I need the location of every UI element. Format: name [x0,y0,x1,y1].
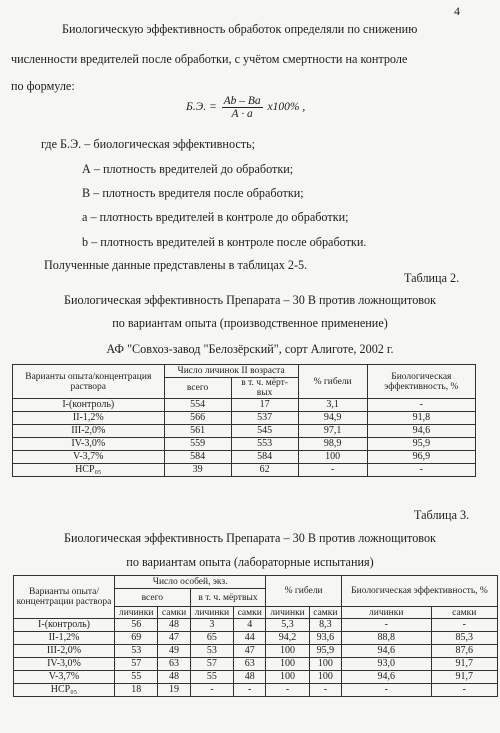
row-variant-cell: I-(контроль) [14,619,115,632]
table-row [14,658,498,671]
table-cell: 95,9 [309,645,341,658]
table-cell: 55 [190,671,233,684]
table-cell: 69 [115,632,158,645]
table-cell: 65 [190,632,233,645]
formula-suffix: x100% , [267,101,306,114]
page-number: 4 [454,4,460,18]
row-variant-cell: НСР₀₅ [13,464,165,477]
col-females-header: самки [158,607,190,619]
table-cell: 4 [234,619,266,632]
definition-line: а – плотность вредителей в контроле до обработки; [82,210,349,224]
table-cell: 91,7 [431,671,497,684]
row-variant-cell: II-1,2% [14,632,115,645]
table-cell: 554 [164,399,231,412]
row-variant-cell: НСР₀₅ [14,684,115,697]
table-cell: 19 [158,684,190,697]
table-cell: 91,8 [367,412,475,425]
col-larvae-header: личинки [341,607,431,619]
col-mortality-header: % гибели [266,576,342,607]
table-cell: 63 [234,658,266,671]
definition-line: где Б.Э. – биологическая эффективность; [41,137,256,151]
table-row [13,399,476,412]
table-cell: - [298,464,367,477]
table-cell: 537 [231,412,298,425]
table-cell: 49 [158,645,190,658]
table-cell: 584 [164,451,231,464]
table-cell: 94,9 [298,412,367,425]
table-cell: 100 [309,671,341,684]
table-cell: 100 [266,658,309,671]
table3 [13,575,498,697]
table-cell: 91,7 [431,658,497,671]
table-cell: - [190,684,233,697]
row-variant-cell: I-(контроль) [13,399,165,412]
table-cell: 100 [266,671,309,684]
table3-title-line-1: Биологическая эффективность Препарата – 30 В против ложнощитовок [64,531,436,545]
table-cell: 100 [298,451,367,464]
table-cell: 94,6 [367,425,475,438]
table2-title-line-2: по вариантам опыта (производственное применение) [112,316,388,330]
table-cell: - [431,684,497,697]
table-cell: 97,1 [298,425,367,438]
table-cell: 55 [115,671,158,684]
formula-lhs: Б.Э. = [186,101,217,114]
col-variant-header: Варианты опыта/концентрация раствора [13,365,165,399]
table-row [14,645,498,658]
table-cell: 545 [231,425,298,438]
row-variant-cell: III-2,0% [13,425,165,438]
table-cell: 98,9 [298,438,367,451]
table-cell: 93,6 [309,632,341,645]
table-cell: 94,6 [341,671,431,684]
table-cell: 3 [190,619,233,632]
table-row [13,464,476,477]
table-cell: 94,6 [341,645,431,658]
table-cell: - [431,619,497,632]
intro-line-2: численности вредителей после обработки, с учётом смертности на контроле [11,52,408,66]
table-cell: 63 [158,658,190,671]
results-sentence: Полученные данные представлены в таблицах 2-5. [44,258,308,272]
table-cell: 94,2 [266,632,309,645]
table-cell: 561 [164,425,231,438]
table-cell: - [266,684,309,697]
table-row [14,619,498,632]
table-cell: 88,8 [341,632,431,645]
table-cell: 48 [158,619,190,632]
table-cell: 85,3 [431,632,497,645]
table-cell: 87,6 [431,645,497,658]
table-cell: 56 [115,619,158,632]
col-efficiency-header: Биологическая эффективность, % [341,576,497,607]
row-variant-cell: III-2,0% [14,645,115,658]
row-variant-cell: IV-3,0% [13,438,165,451]
intro-line-1: Биологическую эффективность обработок определяли по снижению [62,22,418,36]
table-cell: 553 [231,438,298,451]
definition-line: А – плотность вредителей до обработки; [82,162,294,176]
table-cell: - [234,684,266,697]
table-cell: 559 [164,438,231,451]
table-cell: - [367,399,475,412]
table-cell: 47 [158,632,190,645]
col-larvae-header: личинки [266,607,309,619]
table-cell: 95,9 [367,438,475,451]
col-dead-header: в т. ч. мёртвых [190,589,266,607]
col-mortality-header: % гибели [298,365,367,399]
col-females-header: самки [234,607,266,619]
table-row [13,438,476,451]
table-cell: 96,9 [367,451,475,464]
row-variant-cell: IV-3,0% [14,658,115,671]
table3-label: Таблица 3. [414,508,470,522]
col-variant-header: Варианты опыта/концентрации раствора [14,576,115,619]
table-cell: - [341,619,431,632]
table-cell: 47 [234,645,266,658]
table-cell: 5,3 [266,619,309,632]
table-cell: - [309,684,341,697]
efficiency-formula [186,95,305,120]
table-cell: 53 [190,645,233,658]
table-cell: 62 [231,464,298,477]
table-cell: 93,0 [341,658,431,671]
col-dead-header: в т. ч. мёрт-вых [231,378,298,399]
table-cell: 3,1 [298,399,367,412]
col-count-group-header: Число личинок II возраста [164,365,298,378]
definition-line: В – плотность вредителя после обработки; [82,186,304,200]
table-cell: 100 [266,645,309,658]
table-row [14,632,498,645]
table-row [14,671,498,684]
col-total-header: всего [115,589,191,607]
col-females-header: самки [309,607,341,619]
table-row [13,425,476,438]
table2-title-line-3: АФ "Совхоз-завод "Белозёрский", сорт Алиготе, 2002 г. [106,342,394,356]
col-females-header: самки [431,607,497,619]
col-efficiency-header: Биологическая эффективность, % [367,365,475,399]
table3-title-line-2: по вариантам опыта (лабораторные испытания) [126,555,374,569]
table2-label: Таблица 2. [404,271,460,285]
table-cell: 100 [309,658,341,671]
row-variant-cell: V-3,7% [14,671,115,684]
definition-line: b – плотность вредителей в контроле после обработки. [82,235,367,249]
table-row [13,412,476,425]
table-cell: 17 [231,399,298,412]
row-variant-cell: II-1,2% [13,412,165,425]
table-cell: 48 [234,671,266,684]
row-variant-cell: V-3,7% [13,451,165,464]
table-cell: 39 [164,464,231,477]
table-cell: 53 [115,645,158,658]
table-cell: - [341,684,431,697]
table-cell: 48 [158,671,190,684]
table-row [14,684,498,697]
table-cell: 44 [234,632,266,645]
table-cell: 584 [231,451,298,464]
table-cell: 18 [115,684,158,697]
table2 [12,364,476,477]
table-row [13,451,476,464]
table-cell: 566 [164,412,231,425]
intro-line-3: по формуле: [11,79,75,93]
table-cell: 8,3 [309,619,341,632]
col-total-header: всего [164,378,231,399]
col-larvae-header: личинки [190,607,233,619]
table-cell: - [367,464,475,477]
formula-fraction [222,95,263,120]
col-count-group-header: Число особей, экз. [115,576,266,589]
table-cell: 57 [115,658,158,671]
table-cell: 57 [190,658,233,671]
col-larvae-header: личинки [115,607,158,619]
table2-title-line-1: Биологическая эффективность Препарата – 30 В против ложнощитовок [64,293,436,307]
formula-numerator: Ab – Ba [223,95,261,107]
formula-denominator: A · a [231,108,253,120]
